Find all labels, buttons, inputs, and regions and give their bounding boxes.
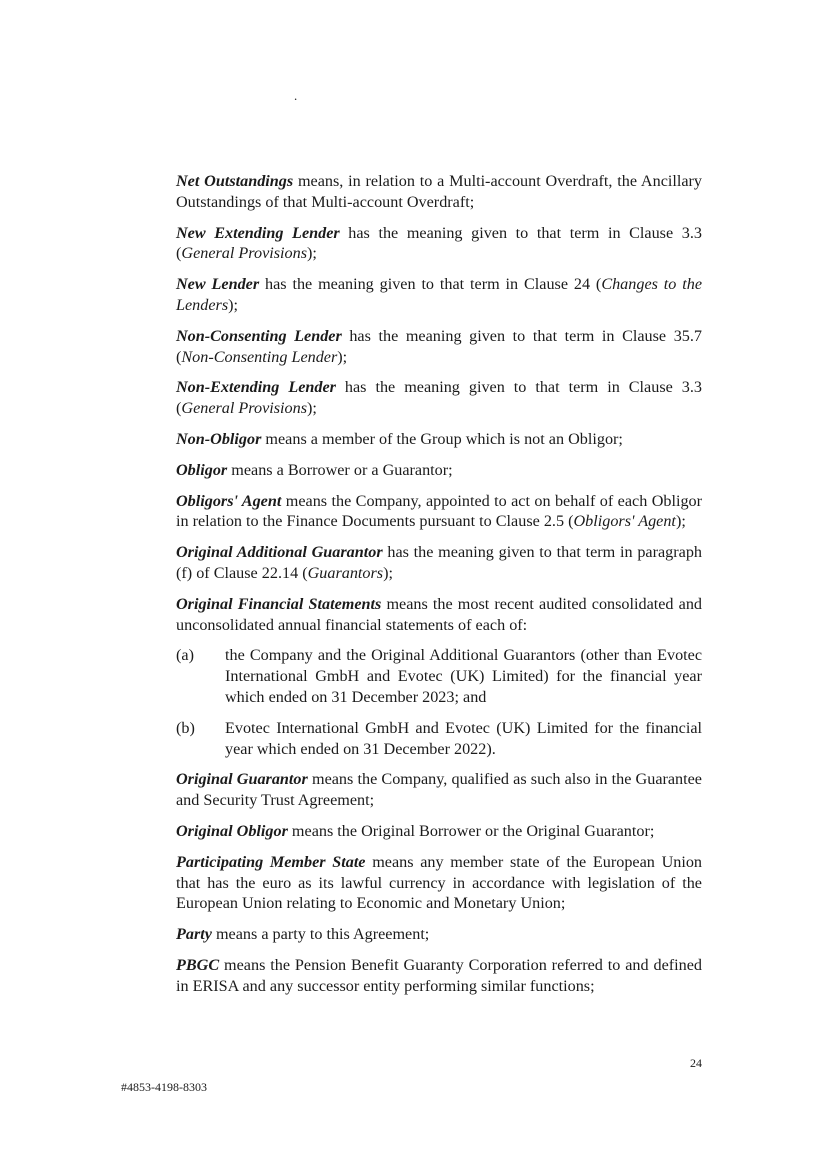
clause-reference: Guarantors — [307, 564, 384, 582]
text-run: means a member of the Group which is not an Obligor; — [261, 430, 623, 448]
defined-term: New Lender — [176, 276, 260, 294]
definition-paragraph — [176, 543, 702, 585]
defined-term: Obligor — [176, 461, 228, 479]
text-run: means, in relation to a Multi-account Overdraft, the Ancillary Outstandings of that Multi-account Overdraft; — [176, 173, 702, 211]
list-item — [176, 646, 702, 708]
text-run: means the Company, appointed to act on behalf of each Obligor in relation to the Finance Documents pursuant to Clause 2.5 ( — [176, 492, 702, 531]
defined-term: Original Financial Statements — [176, 595, 382, 613]
definition-paragraph — [176, 822, 702, 843]
text-run: Evotec International GmbH and Evotec (UK) Limited for the financial year which ended on 31 December 2022). — [225, 719, 702, 758]
list-item — [176, 719, 702, 761]
definition-paragraph — [176, 853, 702, 915]
document-body — [176, 172, 702, 998]
definition-paragraph — [176, 275, 702, 317]
text-run: ); — [675, 513, 686, 531]
defined-term: Participating Member State — [176, 853, 366, 871]
defined-term: Non-Obligor — [176, 430, 262, 448]
text-run: means the Pension Benefit Guaranty Corporation referred to and defined in ERISA and any successor entity performing similar functions; — [176, 956, 702, 995]
text-run: has the meaning given to that term in Clause 24 ( — [259, 276, 602, 294]
text-run: has the meaning given to that term in Clause 35.7 ( — [176, 327, 702, 366]
defined-term: Non-Consenting Lender — [176, 327, 342, 345]
text-run: the Company and the Original Additional Guarantors (other than Evotec International GmbH and Evotec (UK) Limited) for the financial year which ended on 31 December 2023; and — [225, 647, 702, 706]
definition-paragraph — [176, 172, 702, 214]
defined-term: Original Additional Guarantor — [176, 544, 383, 562]
clause-reference: Non-Consenting Lender — [181, 348, 338, 366]
definition-paragraph — [176, 956, 702, 998]
defined-term: New Extending Lender — [176, 224, 340, 242]
text-run: means the most recent audited consolidated and unconsolidated annual financial statements of each of: — [176, 595, 702, 634]
text-run: ); — [383, 564, 393, 582]
defined-term: Non-Extending Lender — [176, 379, 336, 397]
definition-paragraph — [176, 378, 702, 420]
defined-term: Original Guarantor — [176, 771, 308, 789]
text-run: means a party to this Agreement; — [211, 926, 430, 944]
definition-paragraph — [176, 925, 702, 946]
clause-reference: General Provisions — [181, 400, 308, 418]
text-run: ); — [307, 245, 317, 263]
defined-term: Obligors' Agent — [176, 492, 282, 510]
text-run: means any member state of the European Union that has the euro as its lawful currency in accordance with legislation of the European Union relating to Economic and Monetary Union; — [176, 853, 702, 913]
text-run: has the meaning given to that term in paragraph (f) of Clause 22.14 ( — [176, 544, 702, 582]
list-item-label: (b) — [176, 719, 195, 737]
text-run: ); — [307, 400, 317, 418]
document-id-footer: #4853-4198-8303 — [121, 1080, 207, 1094]
text-run: means the Company, qualified as such also in the Guarantee and Security Trust Agreement; — [176, 771, 702, 810]
text-run: ); — [228, 296, 238, 314]
definition-paragraph — [176, 327, 702, 369]
definition-paragraph — [176, 595, 702, 637]
page-number: 24 — [690, 1056, 702, 1070]
clause-reference: General Provisions — [181, 245, 308, 263]
definition-paragraph — [176, 770, 702, 812]
definition-paragraph — [176, 492, 702, 534]
text-run: means the Original Borrower or the Original Guarantor; — [287, 822, 655, 840]
defined-term: PBGC — [176, 956, 220, 974]
text-run: ); — [337, 348, 348, 366]
text-run: has the meaning given to that term in Clause 3.3 ( — [176, 379, 702, 418]
stray-period-mark: . — [294, 88, 298, 103]
list-item-label: (a) — [176, 647, 194, 665]
text-run: has the meaning given to that term in Clause 3.3 ( — [176, 224, 702, 263]
defined-term: Party — [176, 926, 212, 944]
clause-reference: Changes to the Lenders — [176, 276, 702, 314]
defined-term: Original Obligor — [176, 822, 288, 840]
definition-paragraph — [176, 224, 702, 266]
text-run: means a Borrower or a Guarantor; — [227, 461, 453, 479]
definition-paragraph — [176, 461, 702, 482]
clause-reference: Obligors' Agent — [573, 513, 676, 531]
defined-term: Net Outstandings — [176, 173, 294, 190]
definition-paragraph — [176, 430, 702, 451]
